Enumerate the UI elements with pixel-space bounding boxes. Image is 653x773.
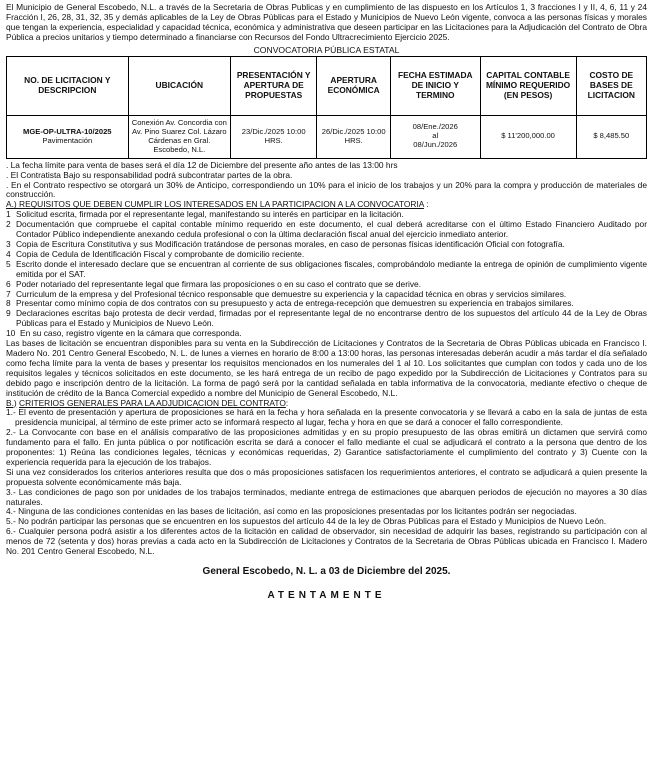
fecha-al: al xyxy=(432,131,439,141)
cell-apertura: 26/Dic./2025 10:00 HRS. xyxy=(317,115,391,158)
cell-ubicacion: Conexión Av. Concordia con Av. Pino Suarez Col. Lázaro Cárdenas en Gral. Escobedo, N.L. xyxy=(128,115,230,158)
header-licitacion: NO. DE LICITACION Y DESCRIPCION xyxy=(7,56,129,115)
req-text: Poder notariado del representante legal que firmara las proposiciones o en su caso el contrato que se derive. xyxy=(16,278,422,289)
section-b-title: CRITERIOS GENERALES PARA LA ADJUDICACION DEL CONTRATO xyxy=(19,397,286,408)
cell-capital: $ 11'200,000.00 xyxy=(480,115,576,158)
req-text: Copia de Cedula de Identificación Fiscal y comprobante de domicilio reciente. xyxy=(16,248,305,259)
req-text: Declaraciones escritas bajo protesta de decir verdad, firmadas por el representante legal de no encontrarse dentro de los supuestos del artículo 44 de la Ley de Obras Públicas para el Estado y Municipios de Nuevo León. xyxy=(16,308,647,329)
table-header-row xyxy=(7,56,647,115)
section-b-suffix: : xyxy=(285,397,289,408)
fecha-fin: 08/Jun./2026 xyxy=(413,140,458,150)
section-a-suffix: : xyxy=(423,199,429,210)
criteria-list xyxy=(6,408,647,557)
header-presentacion: PRESENTACIÓN Y APERTURA DE PROPUESTAS xyxy=(230,56,316,115)
header-ubicacion: UBICACIÓN xyxy=(128,56,230,115)
list-item: 4.- Ninguna de las condiciones contenidas en las bases de licitación, así como en las proposiciones presentadas por los licitantes podrán ser negociadas. xyxy=(6,506,577,517)
licitacion-number: MGE-OP-ULTRA-10/2025 xyxy=(23,126,112,136)
req-text: Escrito donde el interesado declare que se encuentran al corriente de sus obligaciones fiscales, comprobándolo mediante la entrega de opinión de cumplimiento vigente emitida por el SAT. xyxy=(16,258,647,279)
req-number: 7 xyxy=(6,288,11,299)
req-number: 6 xyxy=(6,278,11,289)
list-item xyxy=(6,220,647,240)
req-text: Solicitud escrita, firmada por el representante legal, manifestando su interés en participar en la licitación. xyxy=(16,209,404,220)
req-number: 2 xyxy=(6,219,11,230)
note-item: . En el Contrato respectivo se otorgará un 30% de Anticipo, correspondiendo un 10% para el inicio de los trabajos y un 20% para la compra y producción de materiales de construcción. xyxy=(6,179,647,200)
list-item: Si una vez considerados los criterios anteriores resulta que dos o más proposiciones satisfacen los requerimientos anteriores, el contrato se adjudicará a quien presente la propuesta solvente económicamente más baja. xyxy=(6,466,647,487)
convocatoria-title: CONVOCATORIA PÚBLICA ESTATAL xyxy=(253,44,400,55)
notes-list xyxy=(6,161,647,201)
atentamente: ATENTAMENTE xyxy=(267,589,386,601)
fecha-inicio: 08/Ene./2026 xyxy=(412,122,458,132)
licitacion-table xyxy=(6,56,647,159)
req-text: Presentar como mínimo copia de dos contratos con su presupuesto y acta de entrega-recepción que demuestren su experiencia en trabajos similares. xyxy=(16,298,574,309)
req-number: 4 xyxy=(6,248,11,259)
req-text: Copia de Escritura Constitutiva y sus Modificación tratándose de personas morales, en caso de personas físicas identificación Oficial con fotografía. xyxy=(16,239,565,250)
table-row xyxy=(7,115,647,158)
list-item xyxy=(6,260,647,280)
bases-paragraph: Las bases de licitación se encuentran disponibles para su venta en la Subdirección de Licitaciones y Contratos de la Secretaria de Obras Públicas ubicada en Francisco I. Madero No. 201 Centro General Escobedo, N. L. de lunes a viernes en horario de 8:00 a 13:00 horas, las personas interesadas deberán acudir a más tardar el día señalado como fecha límite para la venta de bases y presentar los requisitos mencionados en los numerales del 1 al 10. Los solicitantes que cumplan con todos y cada uno de los requisitos legales y técnicos solicitados en este documento, se les hará entrega de un recibo de pago expedido por la Subdirección de Licitaciones y Contratos para su debido pago e inscripción dentro de la licitación. La forma de pagó será por la cantidad señalada en tabla informativa de la convocatoria, mediante efectivo o cheque de institución de crédito de la Banca Comercial expedido a nombre del Municipio de General Escobedo, N.L. xyxy=(6,338,647,398)
requirements-list xyxy=(6,210,647,339)
req-number: 1 xyxy=(6,209,11,220)
req-text: Curriculum de la empresa y del Profesional técnico responsable que demuestre su experiencia y la capacidad técnica en obras y servicios similares. xyxy=(16,288,567,299)
req-number: 3 xyxy=(6,239,11,250)
list-item: 3.- Las condiciones de pago son por unidades de los trabajos terminados, mediante entrega de estimaciones que abarquen periodos de ejecución no mayores a 30 días naturales. xyxy=(6,486,647,507)
note-item: . El Contratista Bajo su responsabilidad podrá subcontratar partes de la obra. xyxy=(6,169,293,180)
list-item: 1.- El evento de presentación y apertura de proposiciones se hará en la fecha y hora señalada en la presente convocatoria y se llevará a cabo en la sala de juntas de esta presidencia municipal, al término de este primer acto se informará respecto al lugar, fecha y hora en que se dará a conocer el fallo correspondiente. xyxy=(6,407,647,428)
section-b-label: B.) xyxy=(6,397,17,408)
list-item xyxy=(6,309,647,329)
cell-licitacion xyxy=(7,115,129,158)
req-text: En su caso, registro vigente en la cámara que corresponda. xyxy=(20,328,242,339)
req-number: 5 xyxy=(6,258,11,269)
req-text: Documentación que compruebe el capital contable mínimo requerido en este documento, el cual deberá acreditarse con el último Estado Financiero Auditado por Contador Público independiente anexando cedula profesional o con la última declaración fiscal anual del ejercicio inmediato anterior. xyxy=(16,219,647,240)
list-item: 6.- Cualquier persona podrá asistir a los diferentes actos de la licitación en calidad de observador, sin necesidad de adquirir las bases, registrando su participación con al menos de 72 (setenta y dos) horas previas a cada acto en la Subdirección de Licitaciones y Contratos de la Secretaria de Obras Públicas ubicada en Francisco I. Madero No. 201 Centro General Escobedo, N.L. xyxy=(6,526,647,557)
licitacion-descripcion: Pavimentación xyxy=(42,135,93,145)
req-number: 8 xyxy=(6,298,11,309)
section-a-title: A.) REQUISITOS QUE DEBEN CUMPLIR LOS INTERESADOS EN LA PARTICIPACION A LA CONVOCATORIA xyxy=(6,199,424,210)
req-number: 9 xyxy=(6,308,11,319)
header-capital: CAPITAL CONTABLE MÍNIMO REQUERIDO (EN PESOS) xyxy=(480,56,576,115)
header-apertura: APERTURA ECONÓMICA xyxy=(317,56,391,115)
closing-date: General Escobedo, N. L. a 03 de Diciembre del 2025. xyxy=(202,566,451,578)
req-number: 10 xyxy=(6,328,16,339)
note-item: . La fecha límite para venta de bases será el día 12 de Diciembre del presente año antes de las 13:00 hrs xyxy=(6,159,398,170)
intro-paragraph: El Municipio de General Escobedo, N.L. a través de la Secretaria de Obras Publicas y en cumplimiento de las dispuesto en los Artículos 1, 3 fracciones I y II, 4, 6, 11 y 24 Fracción I, 26, 28, 31, 32, 35 y demás aplicables de la Ley de Obras Públicas para el Estado y Municipios de Nuevo León vigente, convoca a las personas físicas y morales que tengan la experiencia, especialidad y capacidad técnica, económica y administrativa que deseen participar en las Licitaciones para la Adjudicación del Contrato de Obra Pública a precios unitarios y tiempo determinado a financiarse con Recursos del Fondo Ultracrecimiento Ejercicio 2025. xyxy=(6,2,647,42)
list-item: 2.- La Convocante con base en el análisis comparativo de las proposiciones admitidas y en su propio presupuesto de las obras emitirá un dictamen que servirá como fundamento para el fallo. En junta pública o por notificación escrita se dará a conocer el fallo mediante el cual se adjudicará el contrato a la persona que dentro de los proponentes: 1) Reúna las condiciones legales, técnicas y económicas requeridas, 2) Garantice satisfactoriamente el cumplimiento del contrato y 3) Cuente con la experiencia requerida para la ejecución de los trabajos. xyxy=(6,427,647,467)
header-costo: COSTO DE BASES DE LICITACION xyxy=(576,56,646,115)
cell-costo: $ 8,485.50 xyxy=(576,115,646,158)
list-item: 5.- No podrán participar las personas que se encuentren en los supuestos del artículo 44 de la ley de Obras Públicas para el Estado y Municipios de Nuevo León. xyxy=(6,516,607,527)
cell-fecha xyxy=(390,115,480,158)
cell-presentacion: 23/Dic./2025 10:00 HRS. xyxy=(230,115,316,158)
header-fecha: FECHA ESTIMADA DE INICIO Y TERMINO xyxy=(390,56,480,115)
